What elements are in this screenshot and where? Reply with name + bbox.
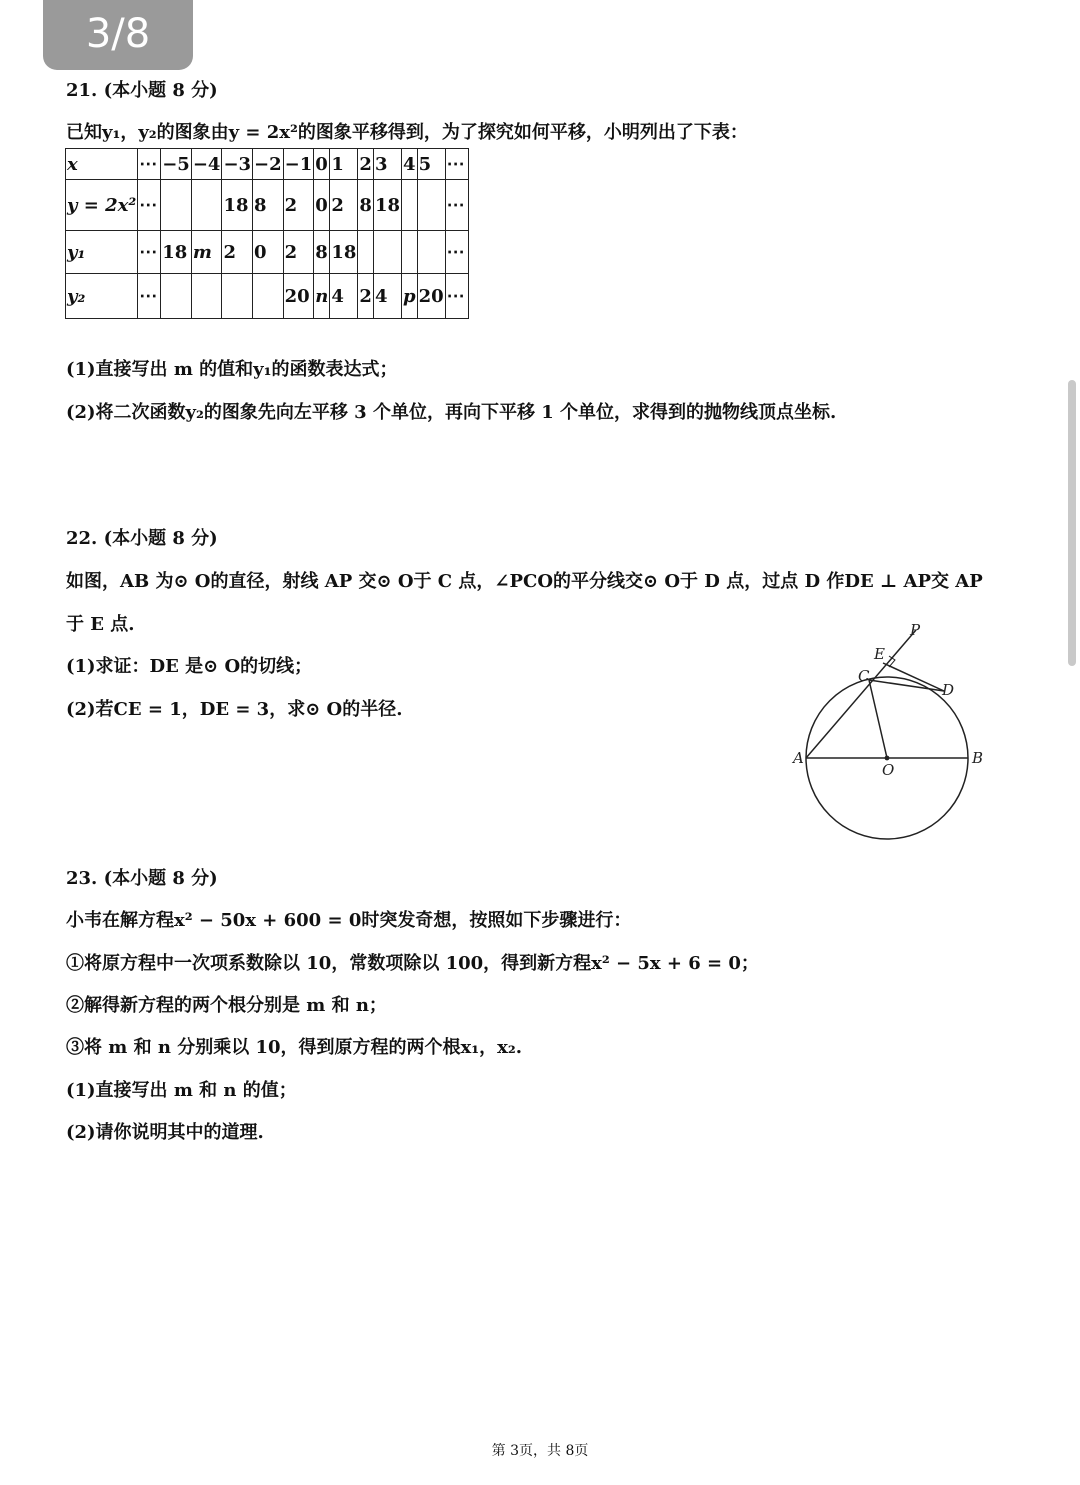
table-cell: 2 bbox=[330, 180, 358, 231]
table-cell bbox=[161, 180, 192, 231]
table-cell: −4 bbox=[191, 149, 222, 180]
table-cell: 20 bbox=[283, 274, 314, 319]
table-row bbox=[66, 180, 469, 231]
table-row-header: x bbox=[66, 149, 138, 180]
table-row-header: y₁ bbox=[66, 231, 138, 274]
table-cell: 8 bbox=[253, 180, 284, 231]
table-cell: 18 bbox=[222, 180, 253, 231]
table-row-header: y = 2x² bbox=[66, 180, 138, 231]
table-cell: 5 bbox=[417, 149, 445, 180]
table-cell: 2 bbox=[283, 180, 314, 231]
q21-value-table bbox=[65, 148, 469, 319]
ray-ap bbox=[806, 630, 916, 758]
q23-part2: (2)请你说明其中的道理. bbox=[66, 1122, 264, 1143]
table-cell: −5 bbox=[161, 149, 192, 180]
table-cell: 4 bbox=[373, 274, 401, 319]
table-cell: 3 bbox=[373, 149, 401, 180]
q23-step2: ②解得新方程的两个根分别是 m 和 n； bbox=[66, 995, 387, 1016]
q22-part1: (1)求证：DE 是⊙ O的切线； bbox=[66, 656, 313, 677]
q21-intro: 已知y₁，y₂的图象由y = 2x²的图象平移得到，为了探究如何平移，小明列出了下表： bbox=[66, 122, 748, 143]
page-footer: 第 3页，共 8页 bbox=[491, 1443, 589, 1459]
table-cell: ⋯ bbox=[138, 149, 161, 180]
q22-text-line1: 如图，AB 为⊙ O的直径，射线 AP 交⊙ O于 C 点，∠PCO的平分线交⊙ O于 D 点，过点 D 作DE ⊥ AP交 AP bbox=[66, 571, 983, 592]
q23-step1: ①将原方程中一次项系数除以 10，常数项除以 100，得到新方程x² − 5x + 6 = 0； bbox=[66, 953, 759, 974]
table-cell: 1 bbox=[330, 149, 358, 180]
table-cell: 18 bbox=[161, 231, 192, 274]
table-cell: 8 bbox=[358, 180, 374, 231]
table-cell: −3 bbox=[222, 149, 253, 180]
table-cell: 2 bbox=[222, 231, 253, 274]
q22-header: 22. (本小题 8 分) bbox=[66, 528, 218, 549]
table-cell: 4 bbox=[330, 274, 358, 319]
table-cell: 0 bbox=[314, 149, 330, 180]
table-cell bbox=[191, 274, 222, 319]
q21-header: 21. (本小题 8 分) bbox=[66, 80, 218, 101]
table-cell: ⋯ bbox=[138, 274, 161, 319]
table-cell: ⋯ bbox=[445, 231, 468, 274]
q23-intro: 小韦在解方程x² − 50x + 600 = 0时突发奇想，按照如下步骤进行： bbox=[66, 910, 632, 931]
label-b: B bbox=[972, 749, 984, 767]
table-cell: 2 bbox=[358, 274, 374, 319]
table-cell bbox=[191, 180, 222, 231]
circle-geometry-figure bbox=[790, 618, 1000, 843]
scrollbar[interactable] bbox=[1068, 380, 1076, 666]
table-cell: 20 bbox=[417, 274, 445, 319]
table-cell bbox=[417, 231, 445, 274]
table-cell bbox=[402, 231, 418, 274]
q23-part1: (1)直接写出 m 和 n 的值； bbox=[66, 1080, 297, 1101]
table-cell: 0 bbox=[314, 180, 330, 231]
table-cell bbox=[358, 231, 374, 274]
table-row bbox=[66, 149, 469, 180]
q22-text-line2: 于 E 点. bbox=[66, 614, 135, 635]
table-cell: m bbox=[191, 231, 222, 274]
table-cell: n bbox=[314, 274, 330, 319]
table-cell bbox=[402, 180, 418, 231]
q21-part2: (2)将二次函数y₂的图象先向左平移 3 个单位，再向下平移 1 个单位，求得到的抛物线顶点坐标. bbox=[66, 402, 837, 423]
table-cell: −1 bbox=[283, 149, 314, 180]
q23-step3: ③将 m 和 n 分别乘以 10，得到原方程的两个根x₁，x₂. bbox=[66, 1037, 523, 1058]
label-c: C bbox=[858, 667, 870, 685]
table-row bbox=[66, 231, 469, 274]
table-cell: 2 bbox=[358, 149, 374, 180]
q23-header: 23. (本小题 8 分) bbox=[66, 868, 218, 889]
table-cell: ⋯ bbox=[445, 274, 468, 319]
table-cell: 0 bbox=[253, 231, 284, 274]
label-e: E bbox=[874, 645, 885, 663]
table-cell: ⋯ bbox=[445, 149, 468, 180]
table-row-header: y₂ bbox=[66, 274, 138, 319]
label-a: A bbox=[793, 749, 804, 767]
table-cell: 18 bbox=[330, 231, 358, 274]
label-o: O bbox=[882, 761, 895, 779]
table-cell bbox=[161, 274, 192, 319]
table-cell: ⋯ bbox=[138, 180, 161, 231]
table-row bbox=[66, 274, 469, 319]
table-cell: −2 bbox=[253, 149, 284, 180]
q21-part1: (1)直接写出 m 的值和y₁的函数表达式； bbox=[66, 359, 398, 380]
table-cell: p bbox=[402, 274, 418, 319]
table-cell: 2 bbox=[283, 231, 314, 274]
table-cell: ⋯ bbox=[445, 180, 468, 231]
table-cell bbox=[222, 274, 253, 319]
table-cell: ⋯ bbox=[138, 231, 161, 274]
table-cell bbox=[253, 274, 284, 319]
center-point bbox=[885, 756, 890, 761]
table-cell bbox=[373, 231, 401, 274]
q22-part2: (2)若CE = 1，DE = 3，求⊙ O的半径. bbox=[66, 699, 403, 720]
table-cell: 4 bbox=[402, 149, 418, 180]
label-d: D bbox=[942, 681, 955, 699]
table-cell bbox=[417, 180, 445, 231]
label-p: P bbox=[910, 621, 921, 639]
page-indicator: 3/8 bbox=[43, 0, 193, 70]
segment-co bbox=[869, 680, 887, 758]
table-cell: 8 bbox=[314, 231, 330, 274]
table-cell: 18 bbox=[373, 180, 401, 231]
